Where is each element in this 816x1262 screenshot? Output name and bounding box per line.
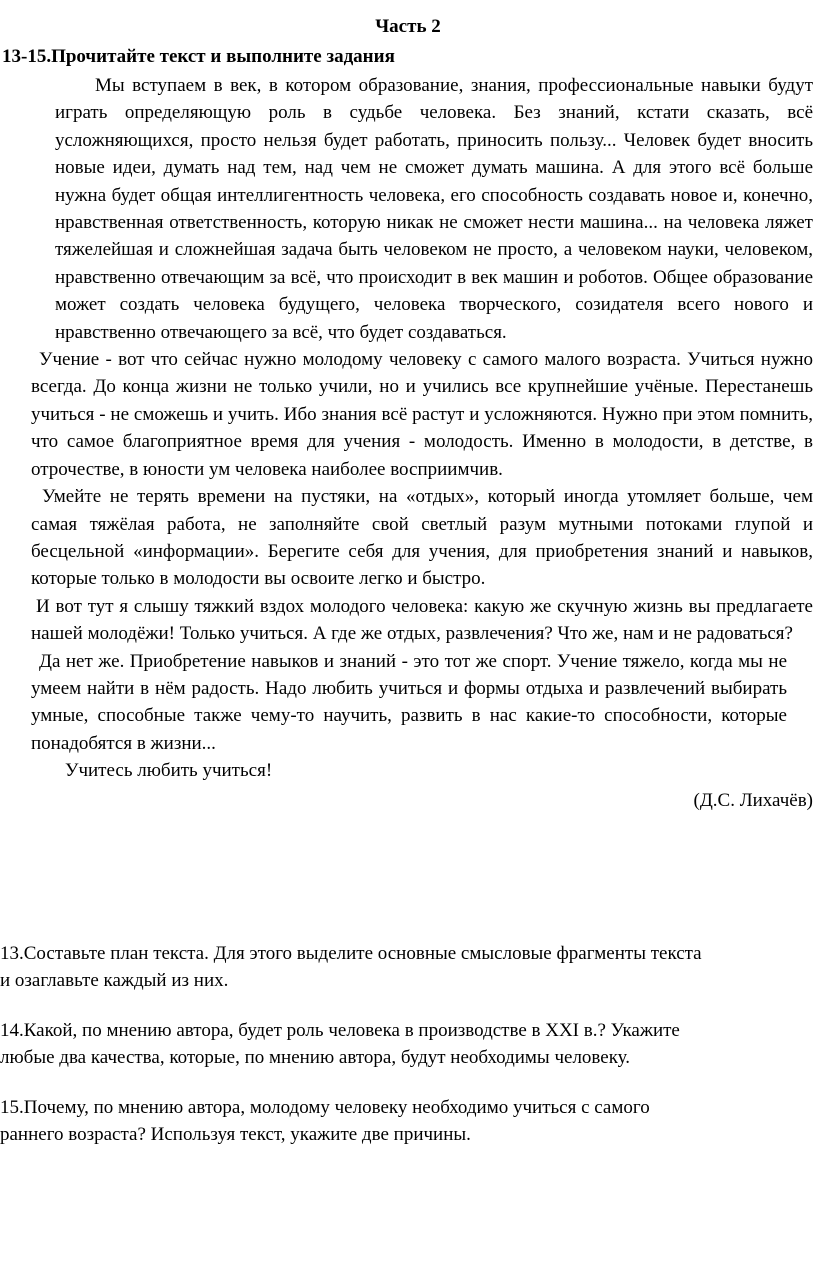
closing-line: Учитесь любить учиться! — [65, 760, 273, 782]
question-15-line-2: раннего возраста? Используя текст, укажите две причины. — [0, 1124, 471, 1146]
author-signature: (Д.С. Лихачёв) — [693, 789, 813, 811]
question-15 — [0, 1094, 812, 1149]
question-13-line-1: 13.Составьте план текста. Для этого выделите основные смысловые фрагменты текста — [0, 943, 702, 964]
paragraph-3: Умейте не терять времени на пустяки, на «отдых», который иногда утомляет больше, чем самая тяжёлая работа, не заполняйте свой светлый разум мутными потоками глупой и бесцельной «информации». Берегите себя для учения, для приобретения знаний и навыков, которые только в молодости вы освоите легко и быстро. — [31, 486, 813, 590]
question-13 — [0, 940, 812, 995]
question-13-line-2: и озаглавьте каждый из них. — [0, 970, 229, 992]
paragraph-5: Да нет же. Приобретение навыков и знаний - это тот же спорт. Учение тяжело, когда мы не умеем найти в нём радость. Надо любить учиться и формы отдыха и развлечений выбирать умные, способные также чему-то научить, развить в нас какие-то способности, которые понадобятся в жизни... — [31, 650, 787, 754]
question-15-line-1: 15.Почему, по мнению автора, молодому человеку необходимо учиться с самого — [0, 1096, 650, 1118]
paragraph-2: Учение - вот что сейчас нужно молодому человеку с самого малого возраста. Учиться нужно всегда. До конца жизни не только учили, но и учились все крупнейшие учёные. Перестанешь учиться - не сможешь и учить. Ибо знания всё растут и усложняются. Нужно при этом помнить, что самое благоприятное время для учения - молодость. Именно в молодости, в детстве, в отрочестве, в юности ум человека наиболее восприимчив. — [31, 349, 813, 480]
paragraph-1: Мы вступаем в век, в котором образование, знания, профессиональные навыки будут играть определяющую роль в судьбе человека. Без знаний, кстати сказать, всё усложняющихся, просто нельзя будет работать, приносить пользу... Человек будет вносить новые идеи, думать над тем, над чем не сможет думать машина. А для этого всё больше нужна будет общая интеллигентность человека, его способность создавать новое и, конечно, нравственная ответственность, которую никак не сможет нести машина... на человека ляжет тяжелейшая и сложнейшая задача быть человеком не просто, а человеком науки, человеком, нравственно отвечающим за всё, что происходит в век машин и роботов. Общее образование может создать человека будущего, человека творческого, созидателя всего нового и нравственно отвечающего за всё, что будет создаваться. — [55, 75, 813, 343]
question-14-line-1: 14.Какой, по мнению автора, будет роль человека в производстве в XXI в.? Укажите — [0, 1019, 680, 1041]
paragraph-4: И вот тут я слышу тяжкий вздох молодого человека: какую же скучную жизнь вы предлагаете нашей молодёжи! Только учиться. А где же отдых, развлечения? Что же, нам и не радоваться? — [31, 595, 813, 645]
question-14-line-2: любые два качества, которые, по мнению автора, будут необходимы человеку. — [0, 1047, 631, 1069]
questions-section — [0, 940, 812, 1170]
reading-text — [31, 72, 813, 814]
task-header: 13-15.Прочитайте текст и выполните задания — [2, 46, 395, 67]
question-14 — [0, 1017, 812, 1072]
part-title: Часть 2 — [375, 16, 441, 37]
